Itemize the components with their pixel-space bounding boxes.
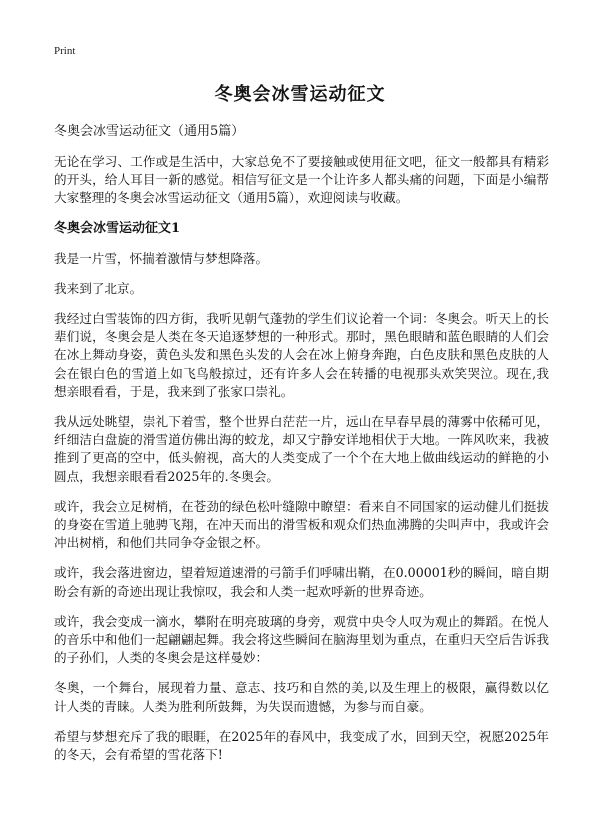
paragraph: 我是一片雪，怀揣着激情与梦想降落。 [54,250,269,266]
print-link[interactable]: Print [54,45,76,57]
article-body [54,123,549,776]
paragraph: 我经过白雪装饰的四方街，我听见朝气蓬勃的学生们议论着一个词：冬奥会。听天上的长辈们说，冬奥会是人类在冬天追逐梦想的一种形式。那时，黑色眼睛和蓝色眼睛的人们会在冰上舞动身姿，黄色头发和黑色头发的人会在冰上俯身奔跑，白色皮肤和黑色皮肤的人会在银白色的雪道上如飞鸟般掠过，还有许多人会在转播的电视那头欢笑哭泣。现在,我想亲眼看看，于是，我来到了张家口崇礼。 [54,311,549,399]
intro-paragraph: 无论在学习、工作或是生活中，大家总免不了要接触或使用征文吧，征文一般都具有精彩的开头，给人耳目一新的感觉。相信写征文是一个让许多人都头痛的问题，下面是小编帮大家整理的冬奥会冰雪运动征文（通用5篇），欢迎阅读与收藏。 [54,154,549,206]
paragraph: 我来到了北京。 [54,280,143,296]
section-heading: 冬奥会冰雪运动征文1 [54,220,181,236]
paragraph: 或许，我会落进窗边，望着短道速滑的弓箭手们呼啸出鞘，在0.00001秒的瞬间，暗自期盼会有新的奇迹出现让我惊叹，我会和人类一起欢呼新的世界奇迹。 [54,565,549,599]
paragraph: 希望与梦想充斥了我的眼睚，在2025年的春风中，我变成了水，回到天空，祝愿2025年的冬天，会有希望的雪花落下! [54,728,549,763]
paragraph: 我从远处眺望，崇礼下着雪，整个世界白茫茫一片，远山在早春早晨的薄雾中依稀可见，纤细洁白盘旋的滑雪道仿佛出海的蛟龙，却又宁静安详地相伏于大地。一阵风吹来，我被推到了更高的空中，低头俯视，高大的人类变成了一个个在大地上做曲线运动的鲜艳的小圆点，我想亲眼看看2025年的.冬奥会。 [54,414,549,484]
paragraph: 或许，我会变成一滴水，攀附在明亮玻璃的身旁，观赏中央令人叹为观止的舞蹈。在悦人的音乐中和他们一起翩翩起舞。我会将这些瞬间在脑海里划为重点，在重归天空后告诉我的子孙们，人类的冬奥会是这样曼妙： [54,613,549,666]
page-title: 冬奥会冰雪运动征文 [214,84,386,105]
paragraph: 冬奥，一个舞台，展现着力量、意志、技巧和自然的美,以及生理上的极限，赢得数以亿计人类的青睐。人类为胜利所鼓舞，为失误而遗憾，为参与而自豪。 [54,680,549,714]
article-subtitle: 冬奥会冰雪运动征文（通用5篇） [54,124,245,139]
paragraph: 或许，我会立足树梢，在苍劲的绿色松叶缝隙中瞭望：看来自不同国家的运动健儿们挺拔的身姿在雪道上驰骋飞翔，在冲天而出的滑雪板和观众们热血沸腾的尖叫声中，我或许会冲出树梢，和他们共同争夺金银之杯。 [54,498,549,551]
